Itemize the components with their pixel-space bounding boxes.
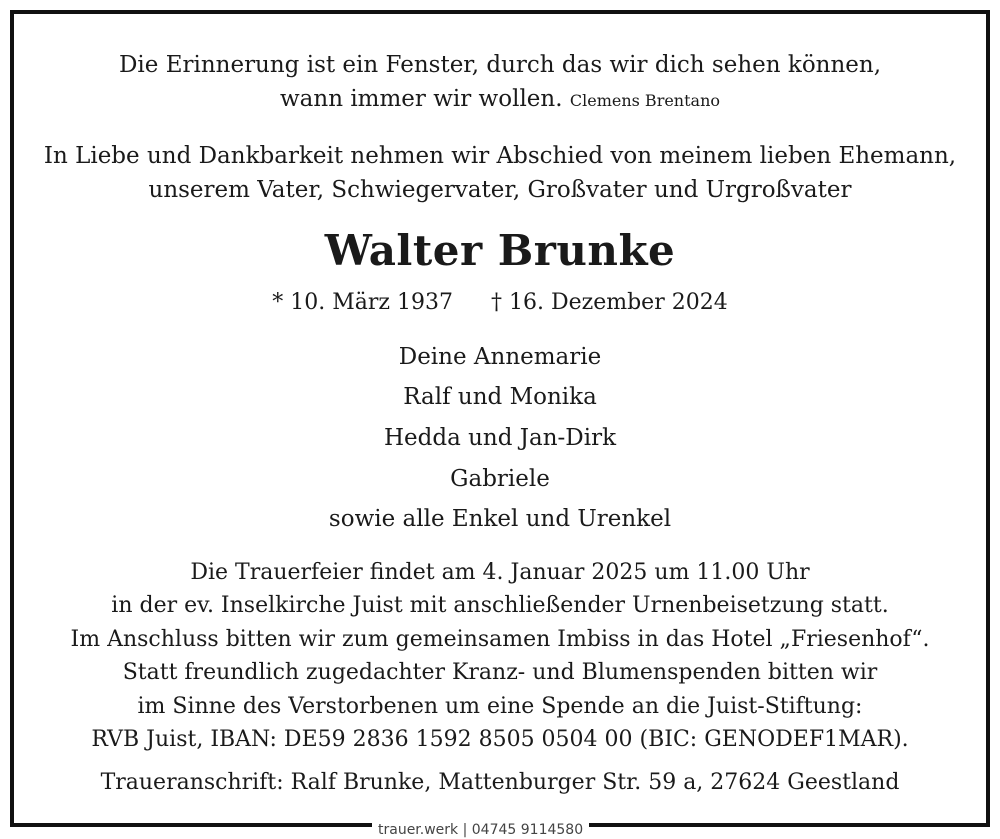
birth-date: * 10. März 1937 bbox=[272, 290, 453, 315]
quote-author: Clemens Brentano bbox=[569, 91, 721, 110]
info-line: Statt freundlich zugedachter Kranz- und Blumenspenden bitten wir bbox=[122, 660, 878, 685]
info-line: im Sinne des Verstorbenen um eine Spende an die Juist-Stiftung: bbox=[137, 694, 863, 719]
info-line: Im Anschluss bitten wir zum gemeinsamen Imbiss in das Hotel „Friesenhof“. bbox=[70, 627, 930, 652]
life-dates bbox=[0, 290, 1000, 315]
footer-credit: trauer.werk | 04745 9114580 bbox=[372, 822, 589, 839]
info-line: RVB Juist, IBAN: DE59 2836 1592 8505 0504 00 (BIC: GENODEF1MAR). bbox=[91, 727, 909, 752]
info-line: Die Trauerfeier findet am 4. Januar 2025 um 11.00 Uhr bbox=[190, 560, 810, 585]
family-member: sowie alle Enkel und Urenkel bbox=[328, 506, 672, 532]
death-date: † 16. Dezember 2024 bbox=[491, 290, 728, 315]
deceased-name: Walter Brunke bbox=[324, 226, 676, 275]
quote-text: wann immer wir wollen. bbox=[279, 86, 563, 112]
quote-line-2 bbox=[0, 86, 1000, 112]
family-member: Hedda und Jan-Dirk bbox=[383, 425, 617, 451]
family-member: Ralf und Monika bbox=[403, 384, 597, 410]
intro-line-1: In Liebe und Dankbarkeit nehmen wir Abschied von meinem lieben Ehemann, bbox=[43, 143, 957, 169]
intro-line-2: unserem Vater, Schwiegervater, Großvater und Urgroßvater bbox=[148, 177, 852, 203]
family-member: Gabriele bbox=[450, 466, 550, 492]
mourning-address: Traueranschrift: Ralf Brunke, Mattenburger Str. 59 a, 27624 Geestland bbox=[100, 770, 900, 795]
family-member: Deine Annemarie bbox=[398, 344, 602, 370]
info-line: in der ev. Inselkirche Juist mit anschließender Urnenbeisetzung statt. bbox=[111, 593, 889, 618]
quote-line-1: Die Erinnerung ist ein Fenster, durch das wir dich sehen können, bbox=[118, 52, 882, 78]
